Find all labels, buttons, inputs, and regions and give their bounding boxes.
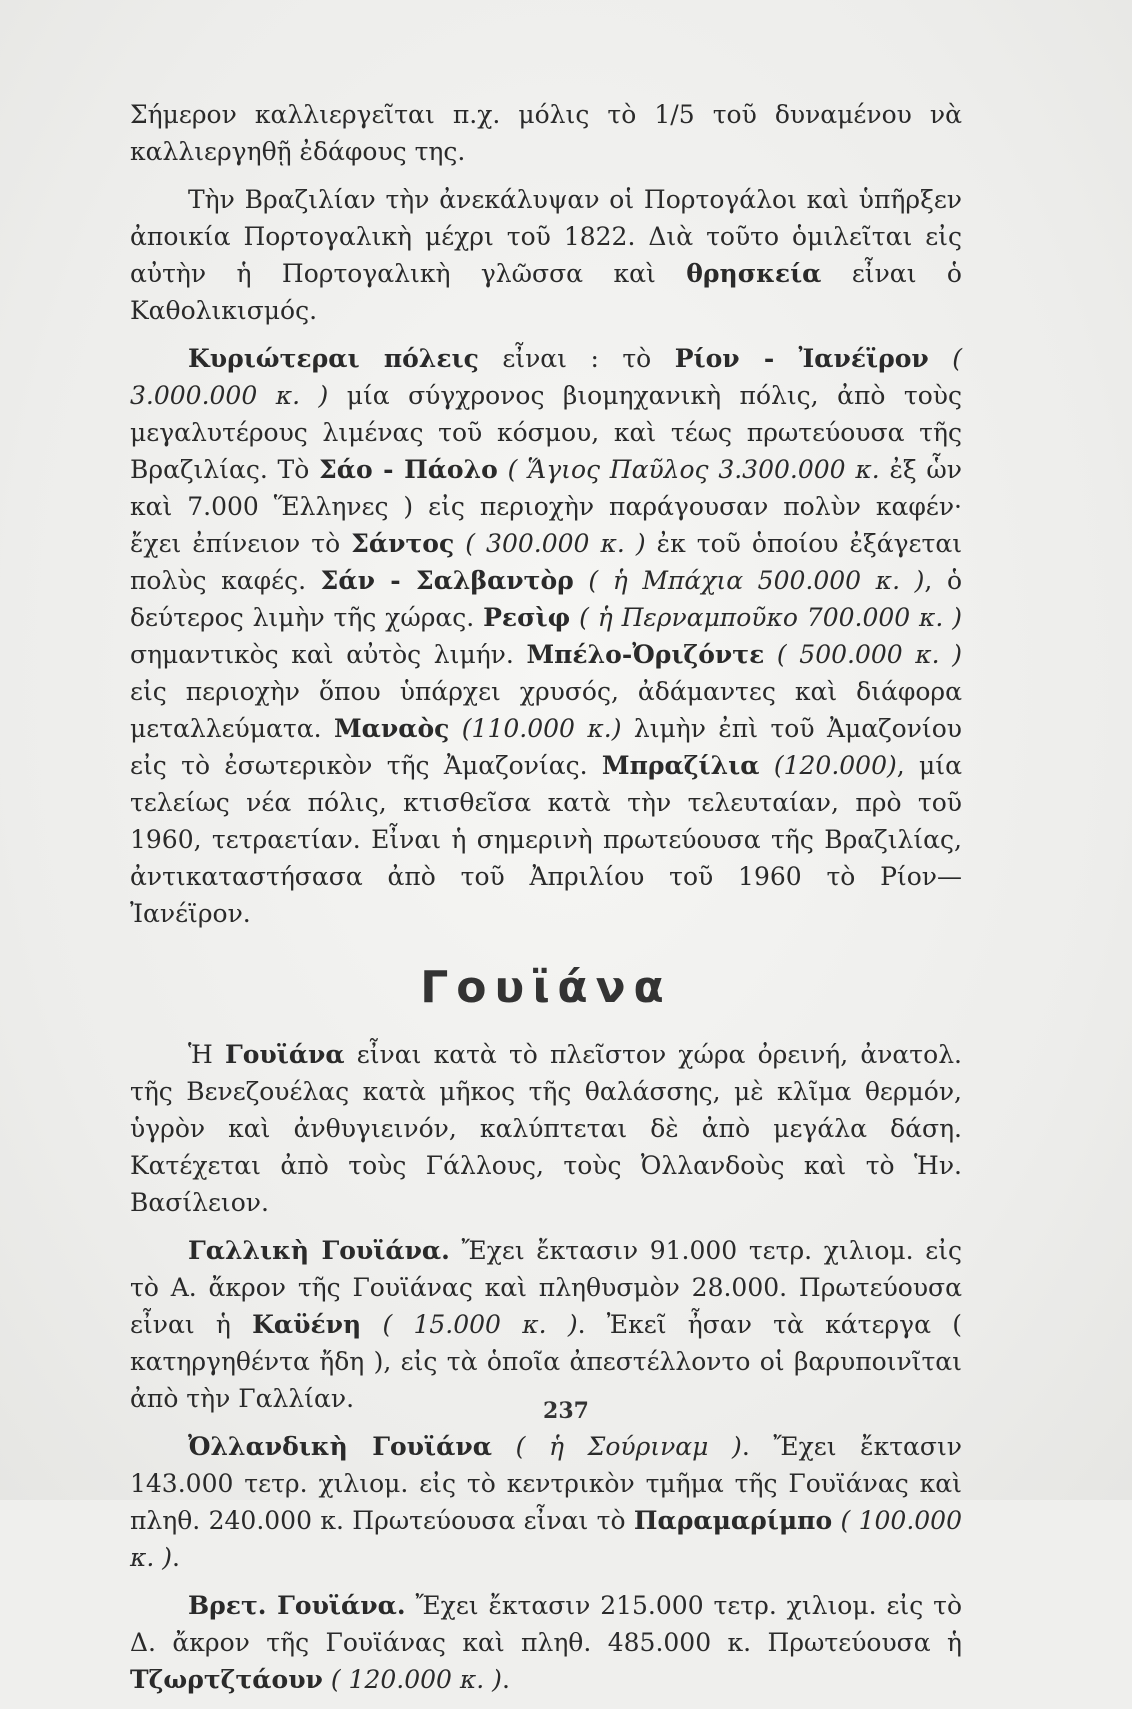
- text-run: .: [501, 1665, 510, 1694]
- paragraph: [130, 1428, 962, 1576]
- italic-note: (120.000): [759, 751, 897, 780]
- bold-term: Βρετ. Γουϊάνα.: [188, 1591, 406, 1620]
- paragraph: [130, 96, 962, 170]
- italic-note: ( 15.000 κ. ): [361, 1310, 578, 1339]
- italic-note: ( 120.000 κ. ): [322, 1665, 502, 1694]
- italic-note: ( 300.000 κ. ): [454, 529, 646, 558]
- paragraph: [130, 1232, 962, 1417]
- italic-note: ( 100.000 κ. ): [130, 1506, 962, 1572]
- italic-note: ( Ἅγιος Παῦλος 3.300.000 κ.: [497, 455, 880, 484]
- paragraph: [130, 1036, 962, 1221]
- text-run: εἶναι : τὸ: [478, 344, 675, 373]
- text-run: ἐξ ὧν καὶ 7.000 Ἕλληνες ) εἰς περιοχὴν παράγουσαν πολὺν καφέν· ἔχει ἐπίνειον τὸ: [130, 455, 963, 558]
- text-run: λιμὴν ἐπὶ τοῦ Ἀμαζονίου εἰς τὸ ἐσωτερικὸν τῆς Ἀμαζονίας.: [130, 714, 962, 780]
- paragraph: [130, 181, 962, 329]
- text-run: εἶναι ὁ Καθολικισμός.: [130, 259, 962, 325]
- italic-note: (110.000 κ.): [449, 714, 622, 743]
- page-number: 237: [543, 1398, 589, 1424]
- italic-note: ( ἡ Σούριναμ ): [491, 1432, 742, 1461]
- guyana-section: [130, 1036, 962, 1698]
- text-run: . Ἐκεῖ ἦσαν τὰ κάτεργα ( κατηργηθέντα ἤδη ), εἰς τὰ ὁποῖα ἀπεστέλλοντο οἱ βαρυποινῖται ἀπὸ τὴν Γαλλίαν.: [130, 1310, 962, 1413]
- paragraph: [130, 340, 962, 932]
- italic-note: ( ἡ Περναμποῦκο 700.000 κ. ): [570, 603, 962, 632]
- paragraph: [130, 1587, 962, 1698]
- bold-term: Παραμαρίμπο: [633, 1506, 833, 1535]
- body-text: [130, 96, 962, 1709]
- text-run: εἶναι κατὰ τὸ πλεῖστον χώρα ὀρεινή, ἀνατολ. τῆς Βενεζουέλας κατὰ μῆκος τῆς θαλάσσης, μὲ κλῖμα θερμόν, ὑγρὸν καὶ ἀνθυγιεινόν, καλύπτεται δὲ ἀπὸ μεγάλα δάση. Κατέχεται ἀπὸ τοὺς Γάλλους, τοὺς Ὀλλανδοὺς καὶ τὸ Ἡν. Βασίλειον.: [130, 1040, 962, 1217]
- italic-note: ( 500.000 κ. ): [764, 640, 962, 669]
- bold-term: Ρίον - Ἰανέϊρον: [674, 344, 929, 373]
- bold-term: Γαλλικὴ Γουϊάνα.: [188, 1236, 450, 1265]
- bold-term: Γουϊάνα: [224, 1040, 345, 1069]
- text-run: μία σύγχρονος βιομηχανικὴ πόλις, ἀπὸ τοὺς μεγαλυτέρους λιμένας τοῦ κόσμου, καὶ τέως πρωτεύουσα τῆς Βραζιλίας. Τὸ: [130, 381, 962, 484]
- text-run: εἰς περιοχὴν ὅπου ὑπάρχει χρυσός, ἀδάμαντες καὶ διάφορα μεταλλεύματα.: [130, 677, 962, 743]
- bold-term: Μπραζίλια: [601, 751, 760, 780]
- text-run: .: [172, 1543, 180, 1572]
- text-run: Ἔχει ἔκτασιν 91.000 τετρ. χιλιομ. εἰς τὸ Α. ἄκρον τῆς Γουϊάνας καὶ πληθυσμὸν 28.000. Πρωτεύουσα εἶναι ἡ: [130, 1236, 962, 1339]
- section-heading: Γουϊάνα: [420, 962, 672, 1013]
- bold-term: Ὀλλανδικὴ Γουϊάνα: [188, 1432, 492, 1461]
- text-run: σημαντικὸς καὶ αὐτὸς λιμήν.: [130, 640, 527, 669]
- text-run: Τὴν Βραζιλίαν τὴν ἀνεκάλυψαν οἱ Πορτογάλοι καὶ ὑπῆρξεν ἀποικία Πορτογαλικὴ μέχρι τοῦ 1822. Διὰ τοῦτο ὁμιλεῖται εἰς αὐτὴν ἡ Πορτογαλικὴ γλῶσσα καὶ: [130, 185, 962, 288]
- bold-term: Σάντος: [351, 529, 455, 558]
- bold-term: θρησκεία: [686, 259, 822, 288]
- bold-term: Κυριώτεραι πόλεις: [188, 344, 479, 373]
- text-run: Σήμερον καλλιεργεῖται π.χ. μόλις τὸ 1/5 τοῦ δυναμένου νὰ καλλιεργηθῇ ἐδάφους της.: [130, 100, 962, 166]
- text-run: Ἡ: [188, 1040, 225, 1069]
- bold-term: Καϋένη: [252, 1310, 362, 1339]
- bold-term: Μπέλο-Ὀριζόντε: [526, 640, 765, 669]
- bold-term: Μαναὸς: [333, 714, 450, 743]
- bold-term: Σάο - Πάολο: [319, 455, 498, 484]
- text-run: , μία τελείως νέα πόλις, κτισθεῖσα κατὰ τὴν τελευταίαν, πρὸ τοῦ 1960, τετραετίαν. Εἶναι ἡ σημερινὴ πρωτεύουσα τῆς Βραζιλίας, ἀντικαταστήσασα ἀπὸ τοῦ Ἀπριλίου τοῦ 1960 τὸ Ρίον—Ἰανέϊρον.: [130, 751, 962, 928]
- text-run: Ἔχει ἔκτασιν 215.000 τετρ. χιλιομ. εἰς τὸ Δ. ἄκρον τῆς Γουϊάνας καὶ πληθ. 485.000 κ. Πρωτεύουσα ἡ: [130, 1591, 962, 1657]
- brazil-section: [130, 96, 962, 932]
- italic-note: ( ἡ Μπάχια 500.000 κ. ): [573, 566, 925, 595]
- italic-note: ( 3.000.000 κ. ): [130, 344, 963, 410]
- text-run: ἐκ τοῦ ὁποίου ἐξάγεται πολὺς καφές.: [130, 529, 963, 595]
- bold-term: Σάν - Σαλβαντὸρ: [320, 566, 574, 595]
- text-run: . Ἔχει ἔκτασιν 143.000 τετρ. χιλιομ. εἰς τὸ κεντρικὸν τμῆμα τῆς Γουϊάνας καὶ πληθ. 240.000 κ. Πρωτεύουσα εἶναι τὸ: [130, 1432, 962, 1535]
- bold-term: Ρεσὶφ: [483, 603, 571, 632]
- text-run: , ὁ δεύτερος λιμὴν τῆς χώρας.: [130, 566, 962, 632]
- bold-term: Τζωρτζτάουν: [130, 1665, 323, 1694]
